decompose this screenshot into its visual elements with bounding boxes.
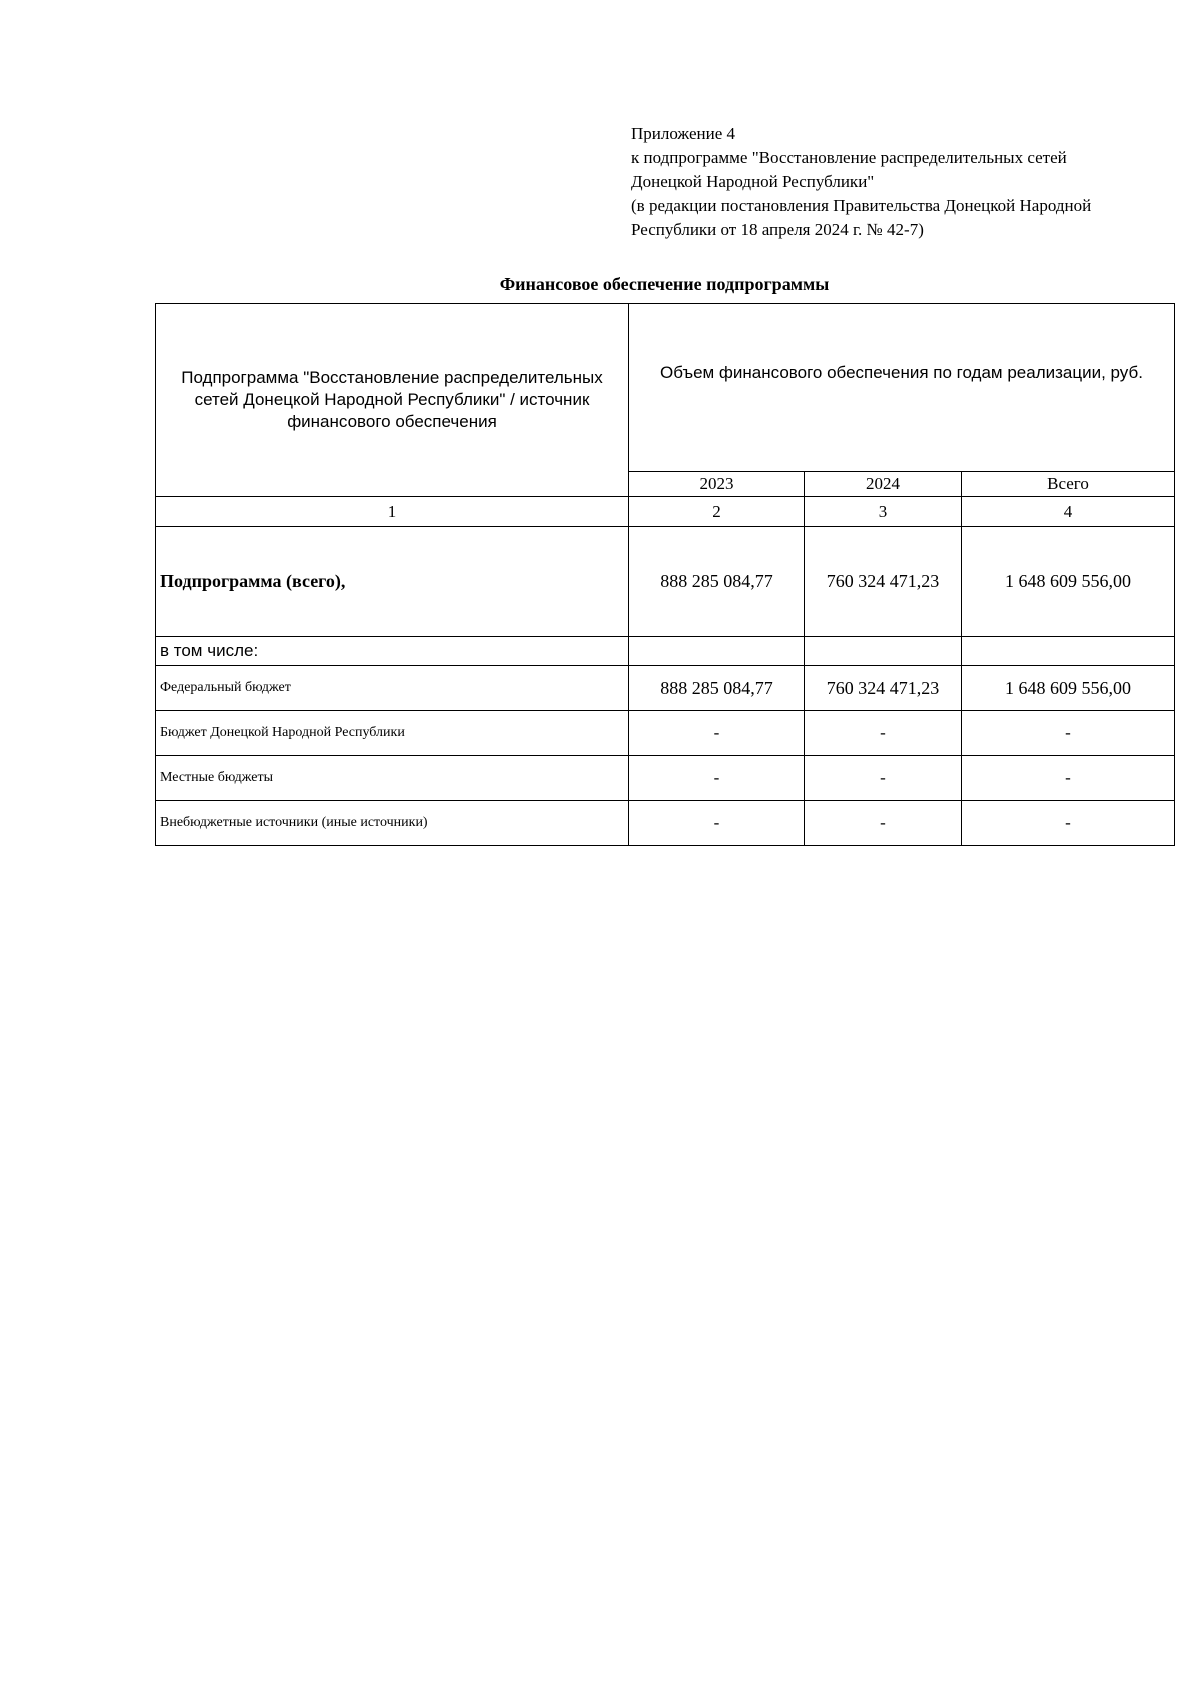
document-title: Финансовое обеспечение подпрограммы bbox=[499, 274, 830, 294]
row-label-including: в том числе: bbox=[156, 637, 629, 666]
header-total: Всего bbox=[962, 472, 1175, 497]
header-year-2024: 2024 bbox=[805, 472, 962, 497]
value-cell: - bbox=[629, 801, 805, 846]
header-year-2023: 2023 bbox=[629, 472, 805, 497]
value-cell: - bbox=[805, 711, 962, 756]
value-cell: 760 324 471,23 bbox=[805, 527, 962, 637]
header-funding-volume: Объем финансового обеспечения по годам реализации, руб. bbox=[629, 304, 1175, 472]
value-cell: - bbox=[962, 711, 1175, 756]
row-label-subprogram-total: Подпрограмма (всего), bbox=[156, 527, 629, 637]
table-row bbox=[156, 756, 1175, 801]
table-row bbox=[156, 666, 1175, 711]
appendix-line: (в редакции постановления Правительства Донецкой Народной bbox=[631, 196, 1092, 215]
value-cell: 1 648 609 556,00 bbox=[962, 527, 1175, 637]
value-cell: - bbox=[805, 801, 962, 846]
value-cell: - bbox=[629, 711, 805, 756]
row-label-federal-budget: Федеральный бюджет bbox=[156, 666, 629, 711]
value-cell: 888 285 084,77 bbox=[629, 666, 805, 711]
row-label-dpr-budget: Бюджет Донецкой Народной Республики bbox=[156, 711, 629, 756]
value-cell: 1 648 609 556,00 bbox=[962, 666, 1175, 711]
table-row bbox=[156, 637, 1175, 666]
value-cell: - bbox=[962, 756, 1175, 801]
value-cell: - bbox=[805, 756, 962, 801]
appendix-line: Республики от 18 апреля 2024 г. № 42-7) bbox=[631, 220, 924, 239]
value-cell bbox=[629, 637, 805, 666]
row-label-extrabudgetary: Внебюджетные источники (иные источники) bbox=[156, 801, 629, 846]
value-cell bbox=[805, 637, 962, 666]
appendix-block bbox=[631, 122, 1091, 242]
value-cell: 888 285 084,77 bbox=[629, 527, 805, 637]
column-number: 2 bbox=[629, 497, 805, 527]
appendix-line: Донецкой Народной Республики" bbox=[631, 172, 875, 191]
value-cell: 760 324 471,23 bbox=[805, 666, 962, 711]
value-cell: - bbox=[629, 756, 805, 801]
row-label-local-budgets: Местные бюджеты bbox=[156, 756, 629, 801]
column-number: 3 bbox=[805, 497, 962, 527]
header-subprogram-source: Подпрограмма "Восстановление распределительных сетей Донецкой Народной Республики" / источник финансового обеспечения bbox=[156, 304, 629, 497]
table-row bbox=[156, 711, 1175, 756]
value-cell bbox=[962, 637, 1175, 666]
appendix-line: Приложение 4 bbox=[631, 124, 735, 143]
column-number: 4 bbox=[962, 497, 1175, 527]
table-row bbox=[156, 801, 1175, 846]
appendix-line: к подпрограмме "Восстановление распределительных сетей bbox=[631, 148, 1067, 167]
table-row bbox=[156, 527, 1175, 637]
financing-table bbox=[155, 303, 1175, 846]
value-cell: - bbox=[962, 801, 1175, 846]
column-number: 1 bbox=[156, 497, 629, 527]
